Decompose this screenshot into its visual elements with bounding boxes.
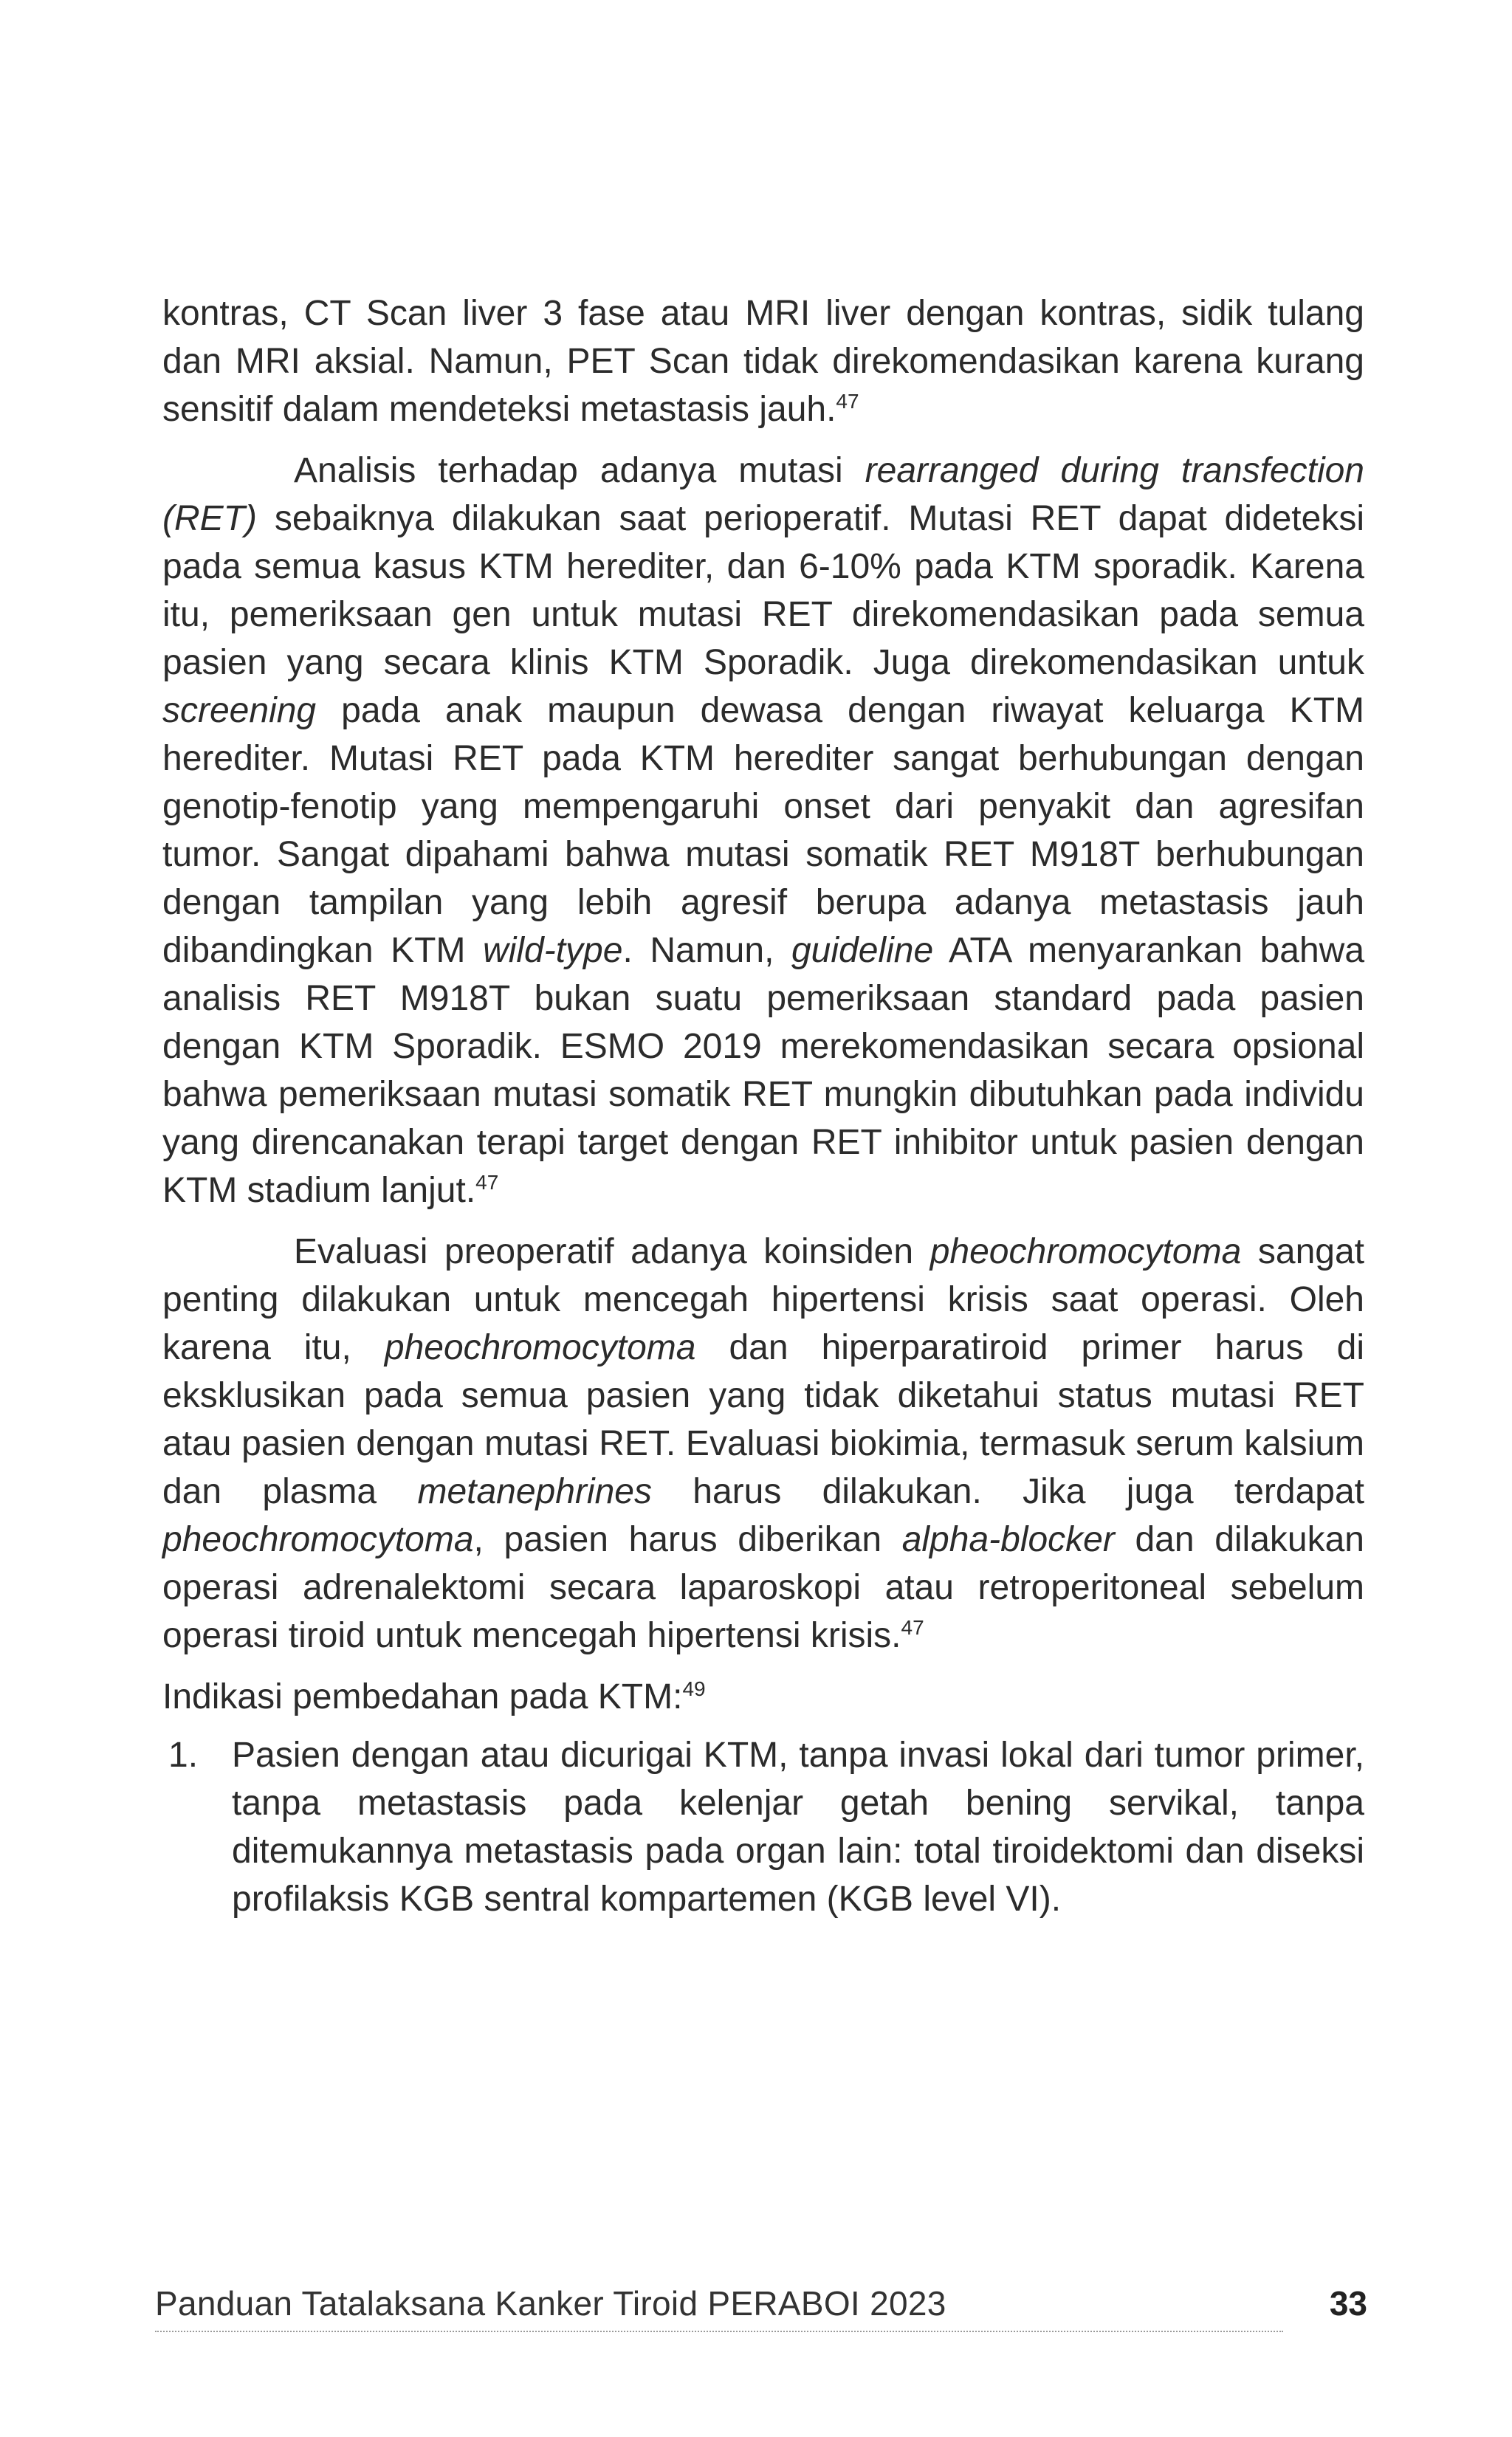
list-item [162,1731,1364,1923]
paragraph-2-italic-a: rearranged during transfection (RET) [162,451,1364,538]
reference-superscript: 47 [901,1616,924,1639]
paragraph-3-italic-e: alpha-blocker [901,1520,1115,1559]
paragraph-2-italic-d: guideline [791,931,934,970]
reference-superscript: 49 [682,1677,706,1700]
paragraph-3-text-c: dan hiperparatiroid primer harus di eksklusikan pada semua pasien yang tidak diketahui status mutasi RET atau pasien dengan mutasi RET. Evaluasi biokimia, termasuk serum kalsium dan plasma [162,1328,1365,1511]
reference-superscript: 47 [475,1171,499,1194]
paragraph-3-text-f: dan dilakukan operasi adrenalektomi secara laparoskopi atau retroperitoneal sebelum operasi tiroid untuk mencegah hipertensi krisis. [162,1520,1364,1655]
list-heading-text: Indikasi pembedahan pada KTM: [162,1677,683,1716]
paragraph-2-text-e: ATA menyarankan bahwa analisis RET M918T bukan suatu pemeriksaan standard pada pasien dengan KTM Sporadik. ESMO 2019 merekomendasikan secara opsional bahwa pemeriksaan mutasi somatik RET mungkin dibutuhkan pada individu yang direncanakan terapi target dengan RET inhibitor untuk pasien dengan KTM stadium lanjut. [162,931,1365,1210]
paragraph-3-text-b: sangat penting dilakukan untuk mencegah hipertensi krisis saat operasi. Oleh karena itu, [162,1232,1365,1367]
body-text [162,289,1364,1923]
paragraph-3-text-e: , pasien harus diberikan [473,1520,902,1559]
paragraph-2-text-c: pada anak maupun dewasa dengan riwayat keluarga KTM herediter. Mutasi RET pada KTM herediter sangat berhubungan dengan genotip-fenotip yang mempengaruhi onset dari penyakit dan agresifan tumor. Sangat dipahami bahwa mutasi somatik RET M918T berhubungan dengan tampilan yang lebih agresif berupa adanya metastasis jauh dibandingkan KTM [162,691,1364,970]
footer-title: Panduan Tatalaksana Kanker Tiroid PERABOI 2023 [155,2284,946,2323]
reference-superscript: 47 [836,390,859,413]
paragraph-2-text-b: sebaiknya dilakukan saat perioperatif. Mutasi RET dapat dideteksi pada semua kasus KTM herediter, dan 6-10% pada KTM sporadik. Karena itu, pemeriksaan gen untuk mutasi RET direkomendasikan pada semua pasien yang secara klinis KTM Sporadik. Juga direkomendasikan untuk [162,499,1364,682]
footer-divider [155,2331,1283,2332]
paragraph-2-text-a: Analisis terhadap adanya mutasi [294,451,865,490]
paragraph-3-text-a: Evaluasi preoperatif adanya koinsiden [294,1232,930,1271]
paragraph-2-italic-b: screening [162,691,317,730]
paragraph-3-italic-d: pheochromocytoma [162,1520,474,1559]
paragraph-3-italic-b: pheochromocytoma [384,1328,696,1367]
list-item-number: 1. [168,1736,199,1775]
page-footer [155,2283,1373,2343]
indication-list [162,1731,1364,1923]
paragraph-2 [162,447,1364,1214]
paragraph-3-text-d: harus dilakukan. Jika juga terdapat [651,1472,1364,1511]
paragraph-3-italic-c: metanephrines [417,1472,652,1511]
paragraph-3 [162,1228,1364,1660]
page-number: 33 [1329,2284,1367,2323]
paragraph-2-italic-c: wild-type [483,931,623,970]
paragraph-1-text: kontras, CT Scan liver 3 fase atau MRI liver dengan kontras, sidik tulang dan MRI aksial. Namun, PET Scan tidak direkomendasikan karena kurang sensitif dalam mendeteksi metastasis jauh. [162,294,1364,429]
list-item-text: Pasien dengan atau dicurigai KTM, tanpa invasi lokal dari tumor primer, tanpa metastasis pada kelenjar getah bening servikal, tanpa ditemukannya metastasis pada organ lain: total tiroidektomi dan diseksi profilaksis KGB sentral kompartemen (KGB level VI). [232,1736,1364,1919]
paragraph-1 [162,289,1364,433]
list-heading [162,1673,1364,1721]
paragraph-3-italic-a: pheochromocytoma [929,1232,1242,1271]
paragraph-2-text-d: . Namun, [622,931,791,970]
